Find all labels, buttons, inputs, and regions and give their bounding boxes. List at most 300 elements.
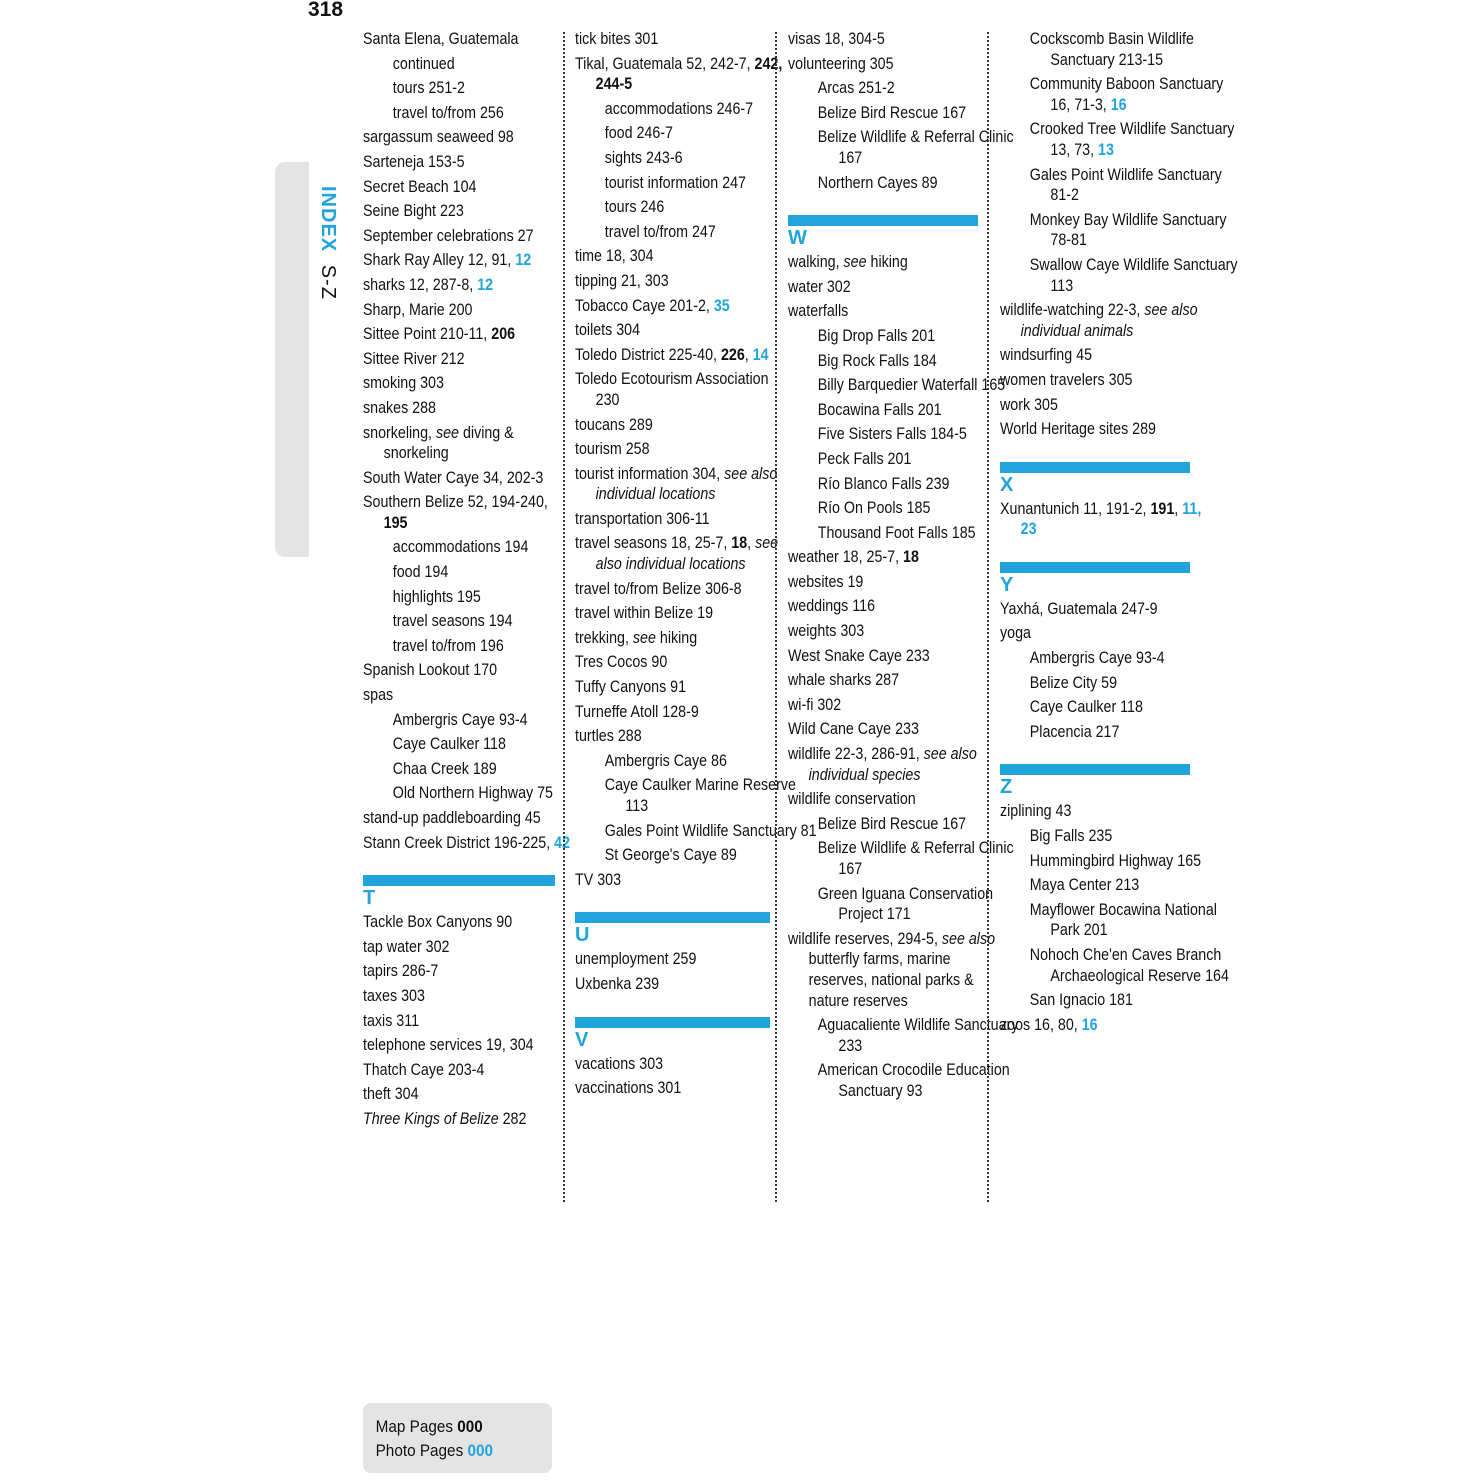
index-subentry [1016, 851, 1240, 872]
entry-text: Caye Caulker 118 [1029, 697, 1143, 717]
entry-text: Tikal, Guatemala 52, 242-7, [575, 53, 755, 73]
index-entry [363, 226, 575, 247]
entry-text: tourist information 304, [575, 463, 725, 483]
index-entry [1000, 419, 1210, 440]
entry-text: toucans 289 [575, 414, 653, 434]
index-entry [575, 652, 790, 673]
index-entry [788, 695, 998, 716]
entry-text: telephone services 19, 304 [363, 1035, 534, 1055]
index-column-1 [363, 29, 571, 1134]
letter-char: W [788, 227, 807, 250]
index-entry [363, 986, 575, 1007]
index-subentry [1016, 945, 1240, 986]
entry-text: weights 303 [788, 621, 865, 641]
index-subentry [1016, 697, 1240, 718]
index-entry [363, 349, 575, 370]
index-entry [363, 398, 575, 419]
index-subentry [1016, 210, 1240, 251]
index-subentry [804, 884, 1028, 925]
entry-text: snakes 288 [363, 397, 436, 417]
entry-text: Hummingbird Highway 165 [1029, 850, 1202, 870]
entry-map-page: 195 [383, 512, 408, 532]
entry-photo-page: 12 [477, 274, 494, 294]
index-entry [363, 492, 575, 533]
entry-text: Chaa Creek 189 [392, 758, 497, 778]
letter-heading [1000, 764, 1190, 799]
letter-bar [788, 215, 978, 226]
index-subentry [379, 103, 605, 124]
entry-text: wildlife reserves, 294-5, [788, 928, 942, 948]
letter-char: V [575, 1028, 589, 1051]
index-entry [575, 439, 790, 460]
entry-text: tick bites 301 [575, 29, 659, 48]
index-entry [788, 596, 998, 617]
entry-text: South Water Caye 34, 202-3 [363, 467, 544, 487]
entry-photo-page: 42 [554, 832, 571, 852]
index-subentry [591, 821, 820, 842]
index-entry [363, 324, 575, 345]
entry-text: Turneffe Atoll 128-9 [575, 701, 699, 721]
index-entry [363, 275, 575, 296]
index-subentry [804, 1060, 1028, 1101]
entry-see-ref: Three Kings of Belize [363, 1108, 499, 1128]
letter-bar [575, 912, 770, 923]
entry-text: Five Sisters Falls 184-5 [817, 424, 967, 444]
entry-text: Belize Bird Rescue 167 [817, 102, 967, 122]
entry-text: theft 304 [363, 1084, 419, 1104]
index-entry [788, 547, 998, 568]
entry-text: Secret Beach 104 [363, 176, 477, 196]
letter-char: Z [1000, 776, 1013, 799]
entry-text: spas [363, 685, 394, 705]
entry-text: TV 303 [575, 869, 622, 889]
index-entry [575, 974, 790, 995]
entry-text: Big Falls 235 [1029, 826, 1113, 846]
index-entry [363, 961, 575, 982]
entry-see-ref: see also individual species [808, 744, 977, 784]
index-subentry [591, 197, 820, 218]
entry-text: Shark Ray Alley 12, 91, [363, 250, 516, 270]
index-entry [575, 870, 790, 891]
entry-see-ref: see also individual locations [595, 463, 778, 504]
index-subentry [1016, 165, 1240, 206]
index-subentry [379, 562, 605, 583]
index-entry [1000, 1015, 1210, 1036]
entry-photo-page: 35 [713, 295, 730, 315]
entry-text: Arcas 251-2 [817, 78, 895, 98]
entry-text: tipping 21, 303 [575, 270, 669, 290]
letter-bar [1000, 562, 1190, 573]
index-entry [363, 685, 575, 706]
entry-text: Tobacco Caye 201-2, [575, 295, 714, 315]
entry-photo-page: 11, 23 [1020, 498, 1202, 539]
index-entry [788, 670, 998, 691]
index-entry [575, 345, 790, 366]
column-divider [563, 32, 565, 1202]
index-subentry [379, 587, 605, 608]
index-entry [788, 572, 998, 593]
index-entry [363, 468, 575, 489]
index-subentry [379, 537, 605, 558]
entry-text: sights 243-6 [604, 147, 683, 167]
index-entry [363, 177, 575, 198]
legend-map-label: Map Pages [375, 1417, 453, 1436]
index-entry [575, 1054, 790, 1075]
entry-text: vaccinations 301 [575, 1078, 682, 1098]
entry-text: transportation 306-11 [575, 508, 710, 528]
entry-text: Thatch Caye 203-4 [363, 1059, 485, 1079]
entry-text: Tres Cocos 90 [575, 652, 668, 672]
index-subentry [591, 775, 820, 816]
index-entry [788, 646, 998, 667]
index-entry [788, 744, 998, 785]
entry-text: time 18, 304 [575, 246, 654, 266]
page-legend [363, 1403, 552, 1473]
index-subentry [591, 222, 820, 243]
entry-text: Thousand Foot Falls 185 [817, 522, 976, 542]
index-entry [363, 373, 575, 394]
entry-text: Crooked Tree Wildlife Sanctuary 13, 73, [1029, 119, 1235, 159]
entry-see-ref: see also individual animals [1020, 300, 1198, 340]
entry-text: travel to/from Belize 306-8 [575, 578, 742, 598]
entry-text: ziplining 43 [1000, 801, 1072, 821]
entry-text: women travelers 305 [1000, 369, 1133, 389]
index-subentry [804, 1015, 1028, 1056]
entry-text: Billy Barquedier Waterfall 165 [817, 375, 1006, 395]
entry-text: San Ignacio 181 [1029, 990, 1133, 1010]
index-entry [363, 423, 575, 464]
entry-text: Ambergris Caye 93-4 [392, 709, 528, 729]
legend-map-value: 000 [457, 1417, 483, 1436]
index-entry [575, 509, 790, 530]
entry-text: American Crocodile Education Sanctuary 93 [817, 1060, 1010, 1100]
letter-char: Y [1000, 573, 1014, 596]
entry-text: Río On Pools 185 [817, 498, 931, 518]
entry-text: Wild Cane Caye 233 [788, 719, 919, 739]
entry-text: Sarteneja 153-5 [363, 151, 465, 171]
index-entry [363, 1035, 575, 1056]
index-subentry [804, 814, 1028, 835]
entry-text: Mayflower Bocawina National Park 201 [1029, 899, 1217, 940]
index-entry [575, 54, 790, 95]
entry-separator: , [747, 533, 756, 553]
index-entry [575, 415, 790, 436]
entry-text: Sharp, Marie 200 [363, 299, 473, 319]
index-subentry [379, 54, 605, 75]
index-entry [363, 912, 575, 933]
entry-text: highlights 195 [392, 586, 481, 606]
entry-text: Peck Falls 201 [817, 448, 912, 468]
index-entry [788, 29, 998, 50]
letter-heading [1000, 462, 1190, 497]
entry-text: accommodations 246-7 [604, 98, 754, 118]
index-entry [575, 726, 790, 747]
entry-see-ref: see [632, 627, 656, 647]
index-entry [363, 1011, 575, 1032]
entry-text-cont: hiking [866, 252, 908, 272]
index-entry [575, 320, 790, 341]
entry-text: taxis 311 [363, 1010, 420, 1030]
entry-text: accommodations 194 [392, 537, 529, 557]
index-entry [575, 369, 790, 410]
index-column-4 [1000, 29, 1238, 1039]
entry-text: toilets 304 [575, 320, 641, 340]
index-entry [363, 833, 575, 854]
side-tab-index: INDEX [317, 186, 339, 253]
index-entry [575, 579, 790, 600]
entry-map-page: 226 [720, 344, 745, 364]
entry-text: Green Iguana Conservation Project 171 [817, 883, 994, 924]
entry-text: wi-fi 302 [788, 694, 842, 714]
index-subentry [1016, 673, 1240, 694]
entry-map-page: 18 [731, 533, 748, 553]
letter-heading [1000, 562, 1190, 597]
entry-text: Caye Caulker Marine Reserve 113 [604, 775, 796, 815]
index-entry [363, 300, 575, 321]
entry-text: whale sharks 287 [788, 670, 900, 690]
index-entry [575, 246, 790, 267]
entry-text: water 302 [788, 276, 851, 296]
index-entry [788, 929, 998, 1011]
entry-text: West Snake Caye 233 [788, 645, 930, 665]
index-entry [1000, 370, 1210, 391]
letter-heading [363, 875, 555, 910]
entry-text: Yaxhá, Guatemala 247-9 [1000, 598, 1158, 618]
entry-photo-page: 12 [515, 250, 532, 270]
entry-text: tourism 258 [575, 439, 650, 459]
entry-map-page: 18 [903, 547, 919, 567]
index-entry [363, 127, 575, 148]
index-entry [363, 660, 575, 681]
page-number: 318 [308, 0, 344, 21]
index-subentry [591, 148, 820, 169]
legend-photo-label: Photo Pages [375, 1441, 464, 1460]
entry-text: World Heritage sites 289 [1000, 419, 1156, 439]
entry-text: travel within Belize 19 [575, 603, 714, 623]
index-subentry [591, 845, 820, 866]
legend-map-pages [363, 1415, 533, 1439]
entry-text: Sittee Point 210-11, [363, 324, 492, 344]
entry-text: Southern Belize 52, 194-240, [363, 492, 548, 512]
index-subentry [1016, 722, 1240, 743]
entry-text: Northern Cayes 89 [817, 172, 938, 192]
index-subentry [804, 838, 1028, 879]
entry-text: Big Drop Falls 201 [817, 325, 936, 345]
index-entry [363, 201, 575, 222]
index-entry [575, 1078, 790, 1099]
entry-text: Toledo District 225-40, [575, 344, 721, 364]
entry-map-page: 206 [491, 324, 516, 344]
index-subentry [1016, 900, 1240, 941]
index-subentry [1016, 119, 1240, 160]
index-entry [363, 1084, 575, 1105]
index-subentry [591, 99, 820, 120]
index-entry [575, 464, 790, 505]
entry-photo-page: 13 [1098, 139, 1114, 159]
entry-see-ref: see also [941, 928, 996, 948]
entry-map-page: 191 [1150, 498, 1175, 518]
side-tab [275, 162, 309, 557]
index-entry [788, 277, 998, 298]
entry-text: Stann Creek District 196-225, [363, 832, 555, 852]
entry-text: zoos 16, 80, [1000, 1014, 1082, 1034]
entry-text: taxes 303 [363, 985, 425, 1005]
entry-text: volunteering 305 [788, 53, 894, 73]
index-entry [575, 533, 790, 574]
entry-text-cont: 282 [498, 1108, 527, 1128]
legend-photo-value: 000 [467, 1441, 494, 1460]
index-entry [363, 1109, 575, 1130]
entry-text: unemployment 259 [575, 949, 697, 969]
entry-text: Uxbenka 239 [575, 973, 660, 993]
index-subentry [804, 173, 1028, 194]
entry-text: Swallow Caye Wildlife Sanctuary 113 [1029, 254, 1238, 295]
index-entry [1000, 395, 1210, 416]
entry-text: Sittee River 212 [363, 348, 465, 368]
entry-text: Belize Bird Rescue 167 [817, 813, 967, 833]
entry-text: travel seasons 194 [392, 611, 513, 631]
index-entry [1000, 499, 1210, 540]
entry-text: Tuffy Canyons 91 [575, 677, 687, 697]
index-entry [363, 808, 575, 829]
entry-text: websites 19 [788, 571, 864, 591]
entry-separator: , [744, 344, 753, 364]
entry-text: travel to/from 196 [392, 635, 504, 655]
letter-heading [788, 215, 978, 250]
index-subentry [591, 173, 820, 194]
entry-text: Bocawina Falls 201 [817, 399, 942, 419]
index-subentry [379, 734, 605, 755]
entry-text: tap water 302 [363, 936, 450, 956]
index-subentry [591, 123, 820, 144]
entry-text: wildlife-watching 22-3, [1000, 300, 1145, 320]
entry-text: work 305 [1000, 394, 1058, 414]
index-subentry [1016, 826, 1240, 847]
letter-char: T [363, 887, 376, 910]
letter-char: X [1000, 473, 1014, 496]
index-entry [788, 54, 998, 75]
entry-text: Old Northern Highway 75 [392, 783, 553, 803]
legend-photo-pages [363, 1439, 533, 1463]
entry-text: food 246-7 [604, 123, 674, 143]
index-subentry [804, 400, 1028, 421]
index-subentry [804, 351, 1028, 372]
entry-text: windsurfing 45 [1000, 345, 1093, 365]
index-subentry [804, 523, 1028, 544]
index-entry [788, 301, 998, 322]
index-entry [1000, 801, 1210, 822]
entry-text-cont: diving & snorkeling [383, 422, 514, 463]
entry-text: snorkeling, [363, 422, 436, 442]
index-subentry [804, 424, 1028, 445]
entry-text: Gales Point Wildlife Sanctuary 81-2 [1029, 164, 1222, 205]
index-subentry [804, 78, 1028, 99]
index-subentry [1016, 255, 1240, 296]
entry-separator: , [1174, 498, 1183, 518]
index-subentry [1016, 990, 1240, 1011]
entry-photo-page: 14 [752, 344, 769, 364]
entry-text: Cockscomb Basin Wildlife Sanctuary 213-15 [1029, 29, 1194, 69]
letter-char: U [575, 924, 590, 947]
entry-see-ref: see also individual locations [595, 533, 779, 574]
index-subentry [379, 759, 605, 780]
entry-text: smoking 303 [363, 373, 444, 393]
entry-text: tours 251-2 [392, 78, 465, 98]
side-tab-label [316, 186, 339, 300]
index-entry [363, 1060, 575, 1081]
entry-text: travel seasons 18, 25-7, [575, 533, 732, 553]
entry-text: turtles 288 [575, 726, 642, 746]
entry-text: Ambergris Caye 86 [604, 750, 727, 770]
index-entry [788, 789, 998, 810]
index-entry [363, 152, 575, 173]
index-entry [575, 949, 790, 970]
letter-bar [1000, 462, 1190, 473]
entry-text-cont: butterfly farms, marine reserves, national parks & nature reserves [808, 949, 974, 1010]
index-subentry [379, 710, 605, 731]
column-divider [775, 32, 777, 1202]
index-subentry [1016, 875, 1240, 896]
index-subentry [1016, 29, 1240, 70]
entry-text: stand-up paddleboarding 45 [363, 808, 541, 827]
entry-text: visas 18, 304-5 [788, 29, 885, 48]
index-subentry [1016, 648, 1240, 669]
index-entry [575, 271, 790, 292]
entry-text: Belize Wildlife & Referral Clinic 167 [817, 127, 1014, 167]
index-subentry [379, 78, 605, 99]
index-entry [1000, 345, 1210, 366]
index-entry [1000, 599, 1210, 620]
entry-text: tourist information 247 [604, 172, 746, 192]
entry-text: Tackle Box Canyons 90 [363, 912, 513, 932]
letter-bar [575, 1017, 770, 1028]
index-entry [1000, 623, 1210, 644]
entry-text: St George's Caye 89 [604, 845, 737, 865]
index-subentry [804, 474, 1028, 495]
index-subentry [591, 751, 820, 772]
index-subentry [804, 375, 1028, 396]
entry-text: Xunantunich 11, 191-2, [1000, 498, 1151, 518]
entry-text: weather 18, 25-7, [788, 547, 904, 567]
entry-text: Nohoch Che'en Caves Branch Archaeological Reserve 164 [1029, 945, 1229, 985]
entry-text: Caye Caulker 118 [392, 734, 506, 754]
index-subentry [804, 498, 1028, 519]
index-entry [575, 296, 790, 317]
index-subentry [804, 103, 1028, 124]
entry-text: wildlife conservation [788, 789, 916, 809]
entry-text: tours 246 [604, 197, 665, 217]
index-entry [788, 719, 998, 740]
entry-text: Spanish Lookout 170 [363, 660, 498, 680]
entry-text: wildlife 22-3, 286-91, [788, 744, 924, 764]
index-subentry [379, 783, 605, 804]
index-subentry [1016, 74, 1240, 115]
index-entry [575, 29, 790, 50]
index-subentry [804, 127, 1028, 168]
index-entry [575, 702, 790, 723]
entry-text: yoga [1000, 623, 1031, 643]
entry-text: Monkey Bay Wildlife Sanctuary 78-81 [1029, 209, 1227, 250]
entry-photo-page: 16 [1081, 1014, 1098, 1034]
entry-text: sargassum seaweed 98 [363, 127, 514, 147]
letter-heading [575, 1017, 770, 1052]
entry-map-page: 242, 244-5 [595, 53, 783, 94]
letter-bar [363, 875, 555, 886]
entry-text: waterfalls [788, 301, 849, 321]
entry-text: travel to/from 247 [604, 221, 716, 241]
entry-text: Big Rock Falls 184 [817, 350, 937, 370]
entry-text: Río Blanco Falls 239 [817, 473, 950, 493]
